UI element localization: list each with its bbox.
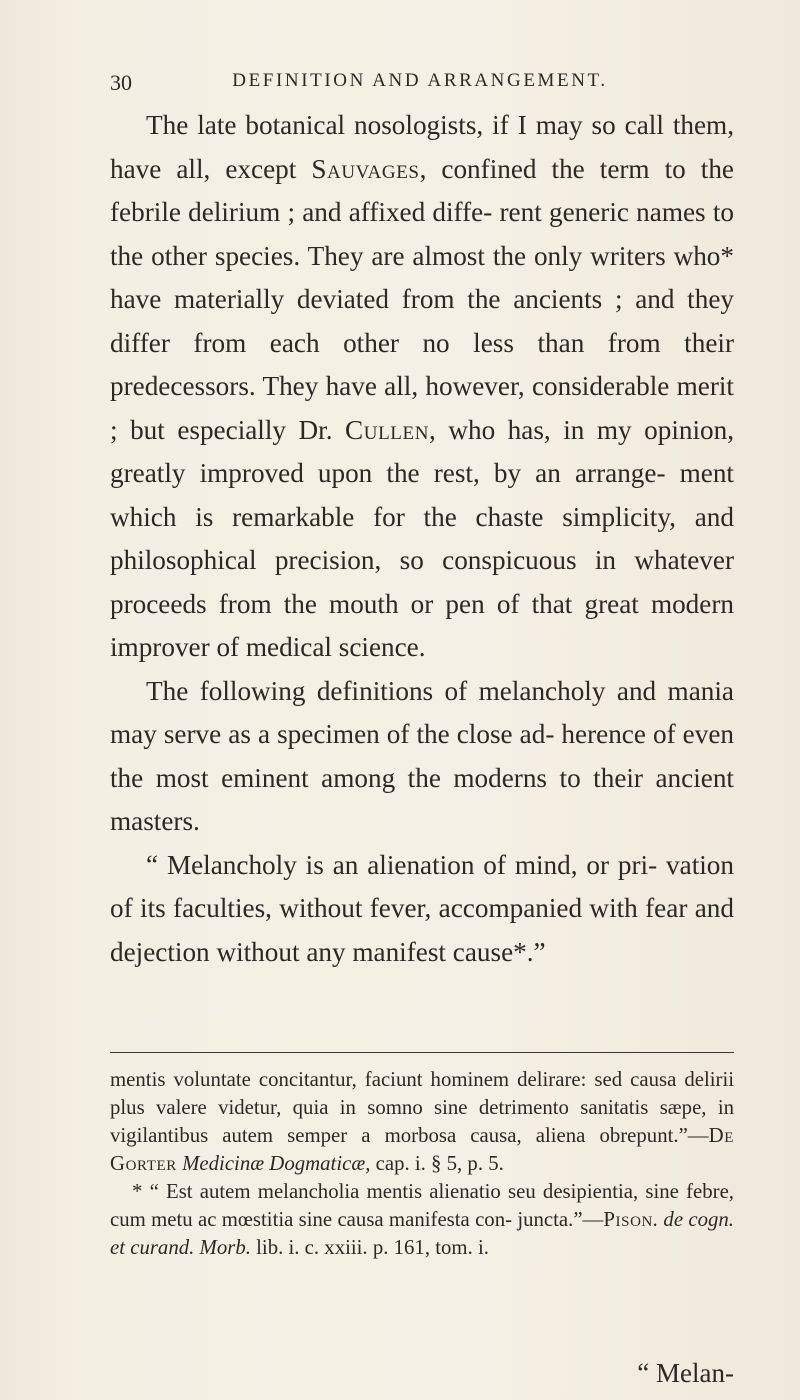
footnote-2 — [110, 1178, 734, 1262]
author-cullen: Cullen — [345, 414, 430, 445]
author-sauvages: Sauvages — [311, 153, 420, 184]
body-text — [110, 104, 734, 974]
paragraph-2: The following definitions of melancholy and mania may serve as a specimen of the close ad- herence of even the most eminent among the moderns to their ancient masters. — [110, 675, 734, 836]
paragraph-1-part-b: , confined the term to the febrile delirium ; and affixed diffe- rent generic names to the other species. They are almost the only writers who* have materially deviated from the ancients ; and they differ from each other no less than from their predecessors. They have all, however, considerable merit ; but especially Dr. — [110, 153, 734, 445]
footnotes — [110, 1066, 734, 1262]
footnote-1-text: mentis voluntate concitantur, faciunt hominem delirare: sed causa delirii plus valere videtur, quia in somno sine detrimento sanitatis sæpe, in vigilantibus autem semper a morbosa causa, aliena obrepunt.”— — [110, 1068, 734, 1147]
paragraph-3: “ Melancholy is an alienation of mind, or pri- vation of its faculties, without fever, accompanied with fear and dejection without any manifest cause*.” — [110, 849, 734, 967]
catchword: “ Melan- — [637, 1358, 734, 1388]
footnote-2-text: * “ Est autem melancholia mentis alienatio seu desipientia, sine febre, cum metu ac mœstitia sine causa manifesta con- juncta.”— — [110, 1180, 734, 1231]
footnote-2-author: Pison — [603, 1208, 653, 1231]
footnote-1-work: Medicinæ Dogmaticæ — [182, 1152, 366, 1175]
paragraph-1-part-a: The late botanical nosologists, if I may so call them, have all, except — [110, 110, 734, 184]
paragraph-1-part-c: , who has, in my opinion, greatly improved upon the rest, by an arrange- ment which is remarkable for the chaste simplicity, and philosophical precision, so conspicuous in whatever proceeds from the mouth or pen of that great modern improver of medical science. — [110, 414, 735, 662]
paragraph-1 — [110, 104, 734, 670]
page-header — [110, 70, 730, 104]
footnote-divider — [110, 1052, 734, 1053]
footnote-2-ref: lib. i. c. xxiii. p. 161, tom. i. — [250, 1236, 489, 1259]
footnote-2-work: . de cogn. et curand. Morb. — [110, 1208, 734, 1259]
page-number: 30 — [110, 70, 132, 95]
running-head: DEFINITION AND ARRANGEMENT. — [232, 70, 608, 91]
footnote-1-ref: , cap. i. § 5, p. 5. — [365, 1152, 504, 1175]
footnote-1 — [110, 1066, 734, 1178]
footnote-1-author: De Gorter — [110, 1124, 734, 1175]
